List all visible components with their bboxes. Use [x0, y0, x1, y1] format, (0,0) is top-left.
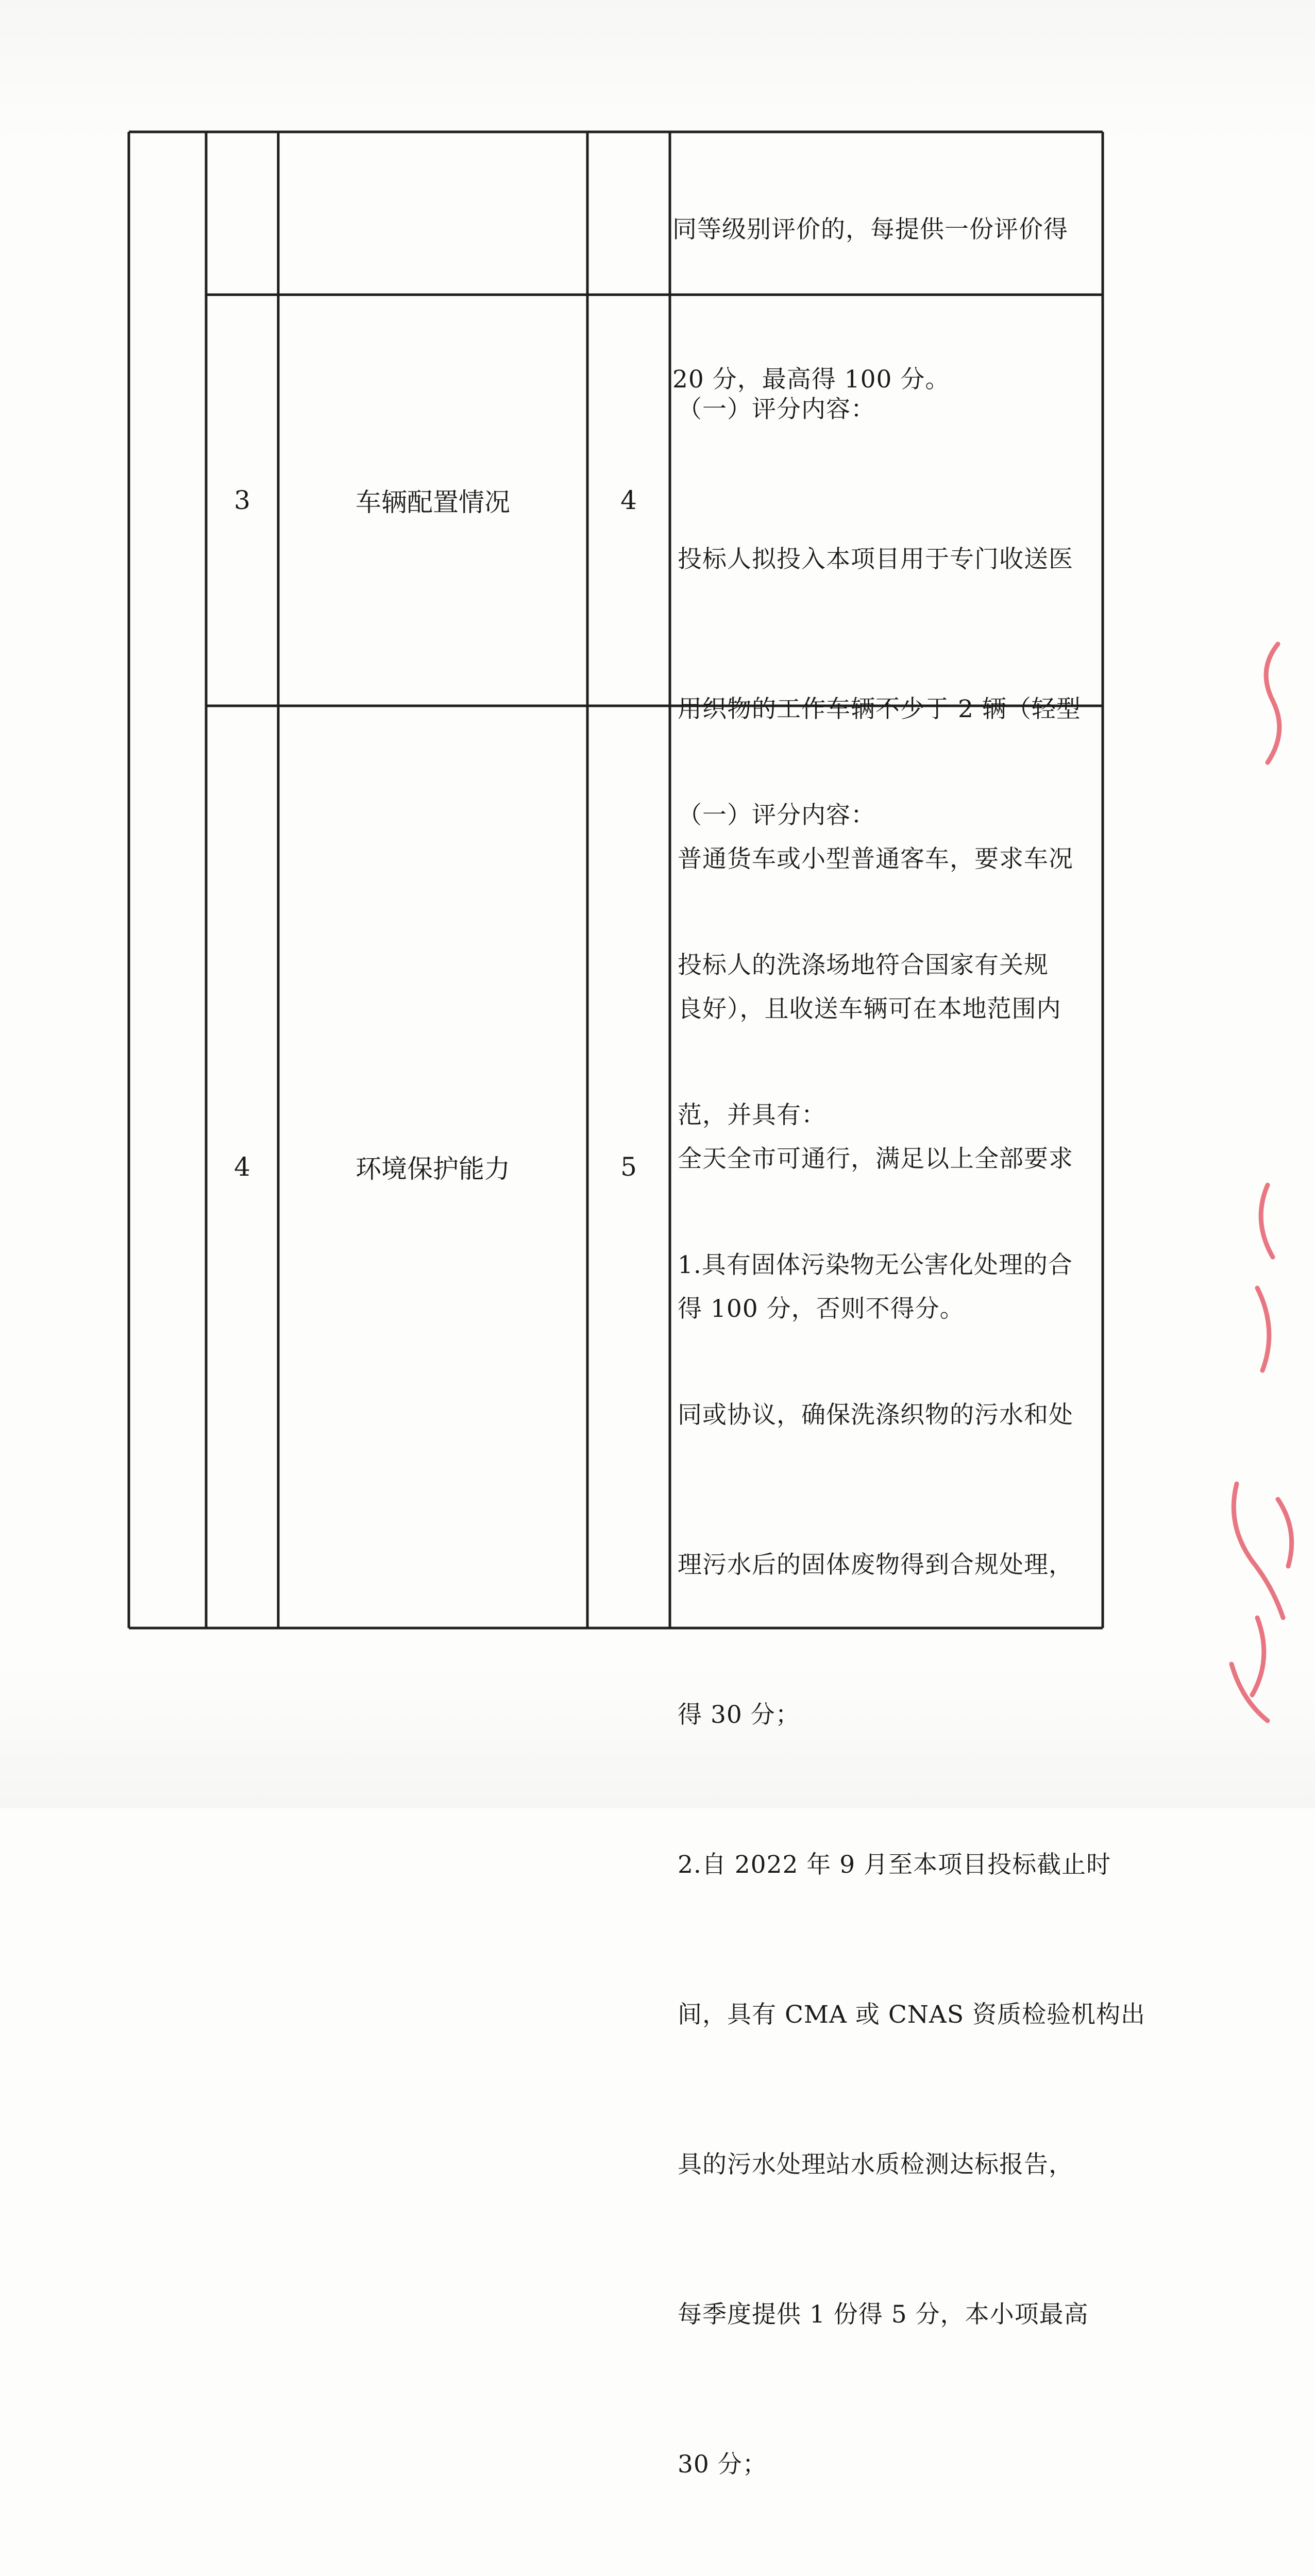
content-line: 同等级别评价的，每提供一份评价得: [672, 215, 1068, 244]
content-line: 投标人的洗涤场地符合国家有关规: [678, 951, 1049, 979]
content-line: 具的污水处理站水质检测达标报告，: [678, 2150, 1073, 2179]
content-heading: （一）评分内容：: [678, 801, 875, 829]
row-2-content: [678, 690, 1145, 2576]
content-line: 良好），且收送车辆可在本地范围内: [678, 995, 1061, 1023]
content-line: 理污水后的固体废物得到合规处理，: [678, 1551, 1073, 1579]
content-line: 30 分；: [678, 2450, 767, 2479]
content-line: 同或协议，确保洗涤织物的污水和处: [678, 1401, 1073, 1429]
content-heading: （一）评分内容：: [678, 395, 875, 423]
content-line: 2.自 2022 年 9 月至本项目投标截止时: [678, 1851, 1111, 1879]
content-line: 得 30 分；: [678, 1701, 800, 1729]
content-line: 得 100 分，否则不得分。: [678, 1295, 965, 1323]
row-1-weight: 4: [620, 485, 637, 515]
row-2-number: 4: [234, 1152, 250, 1182]
content-line: 范，并具有：: [678, 1101, 826, 1129]
content-line: 投标人拟投入本项目用于专门收送医: [678, 545, 1073, 573]
row-2-weight: 5: [620, 1152, 637, 1182]
content-line: 20 分，最高得 100 分。: [672, 365, 950, 394]
content-line: 用织物的工作车辆不少于 2 辆（轻型: [678, 695, 1081, 723]
seal-stamp-partial: [1195, 608, 1315, 1741]
content-line: 普通货车或小型普通客车，要求车况: [678, 845, 1073, 873]
row-1-item: 车辆配置情况: [356, 487, 510, 517]
content-line: 每季度提供 1 份得 5 分，本小项最高: [678, 2300, 1089, 2329]
content-line: 1.具有固体污染物无公害化处理的合: [678, 1251, 1073, 1279]
content-line: 全天全市可通行，满足以上全部要求: [678, 1145, 1073, 1173]
content-line: 间，具有 CMA 或 CNAS 资质检验机构出: [678, 2001, 1146, 2029]
row-2-item: 环境保护能力: [356, 1154, 510, 1184]
row-1-number: 3: [234, 485, 250, 515]
